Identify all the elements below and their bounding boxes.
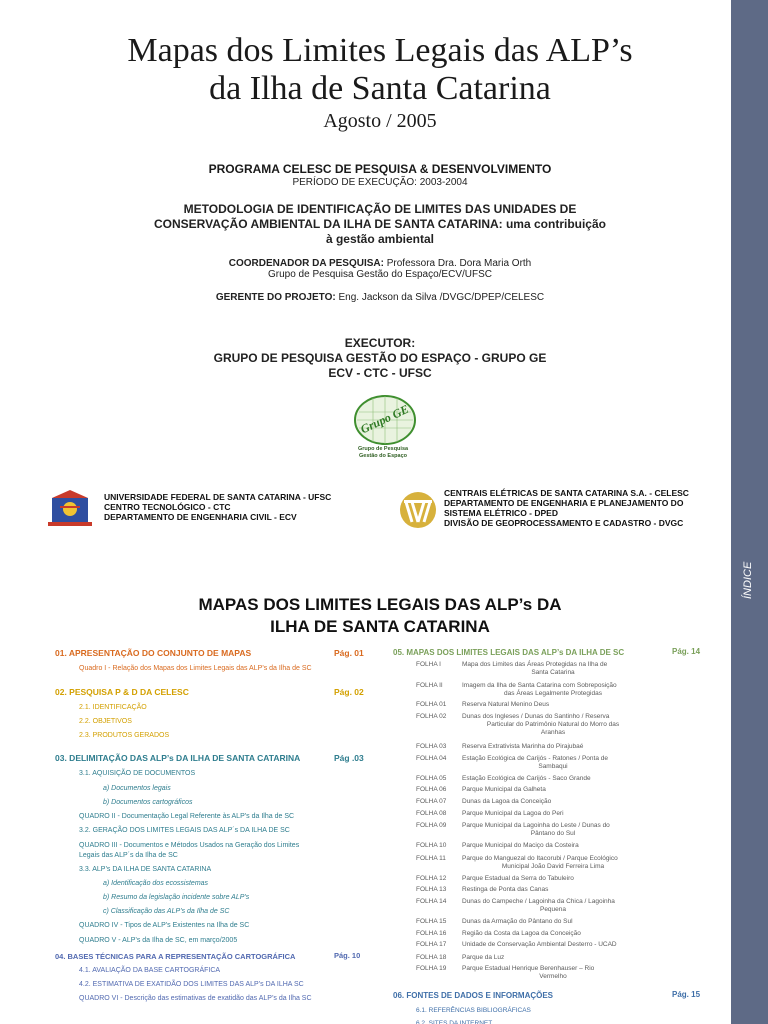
folha-description-line: Sambaqui: [538, 763, 568, 770]
metodologia: METODOLOGIA DE IDENTIFICAÇÃO DE LIMITES DAS UNIDADES DE CONSERVAÇÃO AMBIENTAL DA ILHA DE SANTA CATARINA: uma contribuição à gestão ambiental: [153, 202, 606, 246]
folha-id: FOLHA 07: [416, 798, 447, 805]
celesc-line-2: DEPARTAMENTO DE ENGENHARIA E PLANEJAMENTO DO: [444, 498, 684, 508]
folha-description: [462, 786, 644, 794]
folha-description-line: Dunas da Lagoa da Conceição: [462, 798, 552, 805]
toc-item[interactable]: a) Documentos legais: [103, 785, 171, 792]
toc-item[interactable]: c) Classificação das ALP’s da Ilha de SC: [103, 908, 230, 915]
folha-description: [462, 941, 644, 949]
toc-item[interactable]: b) Resumo da legislação incidente sobre ALP’s: [103, 894, 250, 901]
toc-item[interactable]: 2.2. OBJETIVOS: [79, 718, 132, 725]
folha-description-line: Estação Ecológica de Carijós - Saco Grande: [462, 775, 591, 782]
folha-description: [462, 661, 644, 677]
folha-description-line: Estação Ecológica de Carijós - Ratones / Ponta de: [462, 755, 608, 762]
folha-description-line: Reserva Natural Menino Deus: [462, 701, 550, 708]
folha-description: [462, 701, 644, 709]
folha-id: FOLHA 12: [416, 875, 447, 882]
folha-description-line: Dunas da Armação do Pântano do Sul: [462, 918, 573, 925]
folha-description-line: Parque da Luz: [462, 954, 505, 961]
folha-id: FOLHA 17: [416, 941, 447, 948]
svg-text:Grupo de Pesquisa: Grupo de Pesquisa: [357, 446, 409, 452]
folha-description: [462, 954, 644, 962]
periodo: PERÍODO DE EXECUÇÃO: 2003-2004: [292, 177, 468, 188]
folha-id: FOLHA 08: [416, 810, 447, 817]
toc-page-04[interactable]: Pág. 10: [334, 951, 361, 960]
page-title: Mapas dos Limites Legais das ALP’s da Ilha de Santa Catarina: [127, 32, 633, 107]
date: Agosto / 2005: [323, 110, 437, 132]
celesc-logo-icon: [398, 490, 438, 530]
folha-description-line: Particular do Patrimônio Natural do Morro das: [486, 721, 620, 728]
folha-description: [462, 898, 644, 914]
folha-id: FOLHA 09: [416, 822, 447, 829]
folha-id: FOLHA 03: [416, 743, 447, 750]
folha-description: [462, 713, 644, 737]
folha-description-line: Vermelho: [539, 973, 567, 980]
folha-description-line: Mapa dos Limites das Áreas Protegidas na Ilha de: [462, 661, 608, 668]
folha-description-line: Unidade de Conservação Ambiental Desterro - UCAD: [462, 941, 617, 948]
toc-page-02[interactable]: Pág. 02: [334, 687, 364, 697]
toc-item[interactable]: Legais das ALP´s da Ilha de SC: [79, 852, 178, 859]
folha-description: [462, 875, 644, 883]
toc-page-05[interactable]: Pág. 14: [672, 647, 701, 656]
folha-id: FOLHA 06: [416, 786, 447, 793]
folha-description: [462, 822, 644, 838]
folha-description-line: Imagem da Ilha de Santa Catarina com Sobreposição: [462, 682, 617, 689]
svg-text:Grupo GE: Grupo GE: [358, 401, 411, 437]
folha-description: [462, 886, 644, 894]
folha-description: [462, 755, 644, 771]
folha-description-line: Parque Estadual Henrique Berenhauser – Rio: [462, 965, 595, 972]
folha-description: [462, 930, 644, 938]
toc-page-01[interactable]: Pág. 01: [334, 648, 364, 658]
executor: EXECUTOR: GRUPO DE PESQUISA GESTÃO DO ESPAÇO - GRUPO GE ECV - CTC - UFSC: [213, 336, 547, 380]
toc-section-01[interactable]: 01. APRESENTAÇÃO DO CONJUNTO DE MAPAS: [55, 648, 252, 658]
folha-id: FOLHA I: [416, 661, 441, 668]
folha-description-line: Pântano do Sul: [530, 830, 576, 837]
grupo-ge-logo: [345, 392, 421, 460]
folha-id: FOLHA 19: [416, 965, 447, 972]
toc-page-03[interactable]: Pág .03: [334, 753, 364, 763]
toc-section-02[interactable]: 02. PESQUISA P & D DA CELESC: [55, 687, 189, 697]
folha-description: [462, 798, 644, 806]
toc-item[interactable]: QUADRO IV - Tipos de ALP’s Existentes na Ilha de SC: [79, 922, 250, 929]
toc-section-03[interactable]: 03. DELIMITAÇÃO DAS ALP’s DA ILHA DE SANTA CATARINA: [55, 753, 301, 763]
toc-item[interactable]: b) Documentos cartográficos: [103, 799, 193, 806]
folha-id: FOLHA 11: [416, 855, 446, 862]
folha-description-line: Região da Costa da Lagoa da Conceição: [462, 930, 581, 937]
folha-id: FOLHA II: [416, 682, 443, 689]
folha-description: [462, 775, 644, 783]
ufsc-line-1: UNIVERSIDADE FEDERAL DE SANTA CATARINA - UFSC: [104, 492, 332, 502]
sidebar-strip: [731, 0, 768, 1024]
toc-title: MAPAS DOS LIMITES LEGAIS DAS ALP’s DA ILHA DE SANTA CATARINA: [198, 595, 562, 636]
folha-id: FOLHA 15: [416, 918, 447, 925]
folha-description-line: Parque Municipal do Maciço da Costeira: [462, 842, 579, 849]
toc-section-06[interactable]: 06. FONTES DE DADOS E INFORMAÇÕES: [393, 991, 554, 1000]
folha-description-line: Parque do Manguezal do Itacorubi / Parque Ecológico: [462, 855, 618, 862]
grupo-ge-logo-icon: [345, 392, 421, 460]
folha-description-line: Municipal João David Ferreira Lima: [501, 863, 605, 870]
sidebar-label-indice[interactable]: ÍNDICE: [742, 561, 754, 599]
toc-item[interactable]: 3.2. GERAÇÃO DOS LIMITES LEGAIS DAS ALP´s DA ILHA DE SC: [79, 827, 290, 834]
ufsc-line-2: CENTRO TECNOLÓGICO - CTC: [104, 502, 231, 512]
folha-description-line: Dunas dos Ingleses / Dunas do Santinho / Reserva: [462, 713, 610, 720]
folha-id: FOLHA 14: [416, 898, 447, 905]
celesc-line-3: SISTEMA ELÉTRICO - DPED: [444, 508, 558, 518]
ufsc-line-3: DEPARTAMENTO DE ENGENHARIA CIVIL - ECV: [104, 512, 297, 522]
toc-item[interactable]: 3.3. ALP’s DA ILHA DE SANTA CATARINA: [79, 866, 212, 873]
folha-id: FOLHA 16: [416, 930, 447, 937]
svg-text:Gestão do Espaço: Gestão do Espaço: [359, 453, 407, 459]
folha-description-line: Dunas do Campeche / Lagoinha da Chica / Lagoinha: [462, 898, 615, 905]
folha-description: [462, 682, 644, 698]
toc-item[interactable]: 4.2. ESTIMATIVA DE EXATIDÃO DOS LIMITES DAS ALP’s DA ILHA SC: [79, 981, 304, 988]
folha-id: FOLHA 18: [416, 954, 447, 961]
folha-id: FOLHA 04: [416, 755, 447, 762]
toc-item[interactable]: Quadro I - Relação dos Mapas dos Limites Legais das ALP’s da Ilha de SC: [79, 665, 312, 672]
folha-description-line: Reserva Extrativista Marinha do Pirajubaé: [462, 743, 584, 750]
toc-item[interactable]: 2.1. IDENTIFICAÇÃO: [79, 704, 147, 711]
programa-title: PROGRAMA CELESC DE PESQUISA & DESENVOLVIMENTO: [208, 162, 552, 176]
toc-item[interactable]: 2.3. PRODUTOS GERADOS: [79, 732, 170, 739]
toc-item[interactable]: QUADRO VI - Descrição das estimativas de exatidão das ALP’s da Ilha SC: [79, 995, 312, 1002]
toc-page-06[interactable]: Pág. 15: [672, 990, 701, 999]
toc-item[interactable]: QUADRO III - Documentos e Métodos Usados na Geração dos Limites: [79, 842, 300, 849]
folha-description: [462, 810, 644, 818]
folha-description: [462, 965, 644, 981]
folha-description-line: das Áreas Legalmente Protegidas: [504, 690, 602, 697]
toc-item[interactable]: 6.2. SITES DA INTERNET: [416, 1020, 493, 1024]
celesc-line-4: DIVISÃO DE GEOPROCESSAMENTO E CADASTRO - DVGC: [444, 518, 684, 528]
ufsc-crest-icon: [48, 488, 92, 528]
toc-item[interactable]: a) Identificação dos ecossistemas: [103, 880, 209, 887]
gerente: GERENTE DO PROJETO: Eng. Jackson da Silva /DVGC/DPEP/CELESC: [215, 292, 545, 303]
toc-item[interactable]: QUADRO V - ALP’s da Ilha de SC, em março/2005: [79, 937, 238, 944]
folha-id: FOLHA 01: [416, 701, 447, 708]
folha-description: [462, 855, 644, 871]
toc-item[interactable]: 6.1. REFERÊNCIAS BIBLIOGRÁFICAS: [416, 1007, 531, 1014]
folha-description: [462, 743, 644, 751]
folha-id: FOLHA 02: [416, 713, 447, 720]
folha-id: FOLHA 05: [416, 775, 447, 782]
folha-description: [462, 918, 644, 926]
folha-description: [462, 842, 644, 850]
coordenador: COORDENADOR DA PESQUISA: Professora Dra. Dora Maria Orth Grupo de Pesquisa Gestão do Espaço/ECV/UFSC: [228, 258, 532, 280]
folha-id: FOLHA 10: [416, 842, 447, 849]
folha-description-line: Parque Municipal da Lagoa do Peri: [462, 810, 564, 817]
toc-item[interactable]: 3.1. AQUISIÇÃO DE DOCUMENTOS: [79, 770, 196, 777]
celesc-line-1: CENTRAIS ELÉTRICAS DE SANTA CATARINA S.A. - CELESC: [444, 488, 689, 498]
folha-description-line: Parque Municipal da Galheta: [462, 786, 546, 793]
folha-description-line: Parque Estadual da Serra do Tabuleiro: [462, 875, 574, 882]
toc-item[interactable]: 4.1. AVALIAÇÃO DA BASE CARTOGRÁFICA: [79, 967, 221, 974]
folha-description-line: Parque Municipal da Lagoinha do Leste / Dunas do: [462, 822, 610, 829]
folha-description-line: Aranhas: [540, 729, 566, 736]
folha-description-line: Restinga de Ponta das Canas: [462, 886, 549, 893]
toc-section-04[interactable]: 04. BASES TÉCNICAS PARA A REPRESENTAÇÃO CARTOGRÁFICA: [55, 952, 296, 961]
toc-item[interactable]: QUADRO II - Documentação Legal Referente às ALP’s da Ilha de SC: [79, 813, 295, 820]
toc-section-05[interactable]: 05. MAPAS DOS LIMITES LEGAIS DAS ALP’s DA ILHA DE SC: [393, 648, 625, 657]
folha-description-line: Pequena: [539, 906, 567, 913]
folha-id: FOLHA 13: [416, 886, 447, 893]
folha-description-line: Santa Catarina: [531, 669, 575, 676]
